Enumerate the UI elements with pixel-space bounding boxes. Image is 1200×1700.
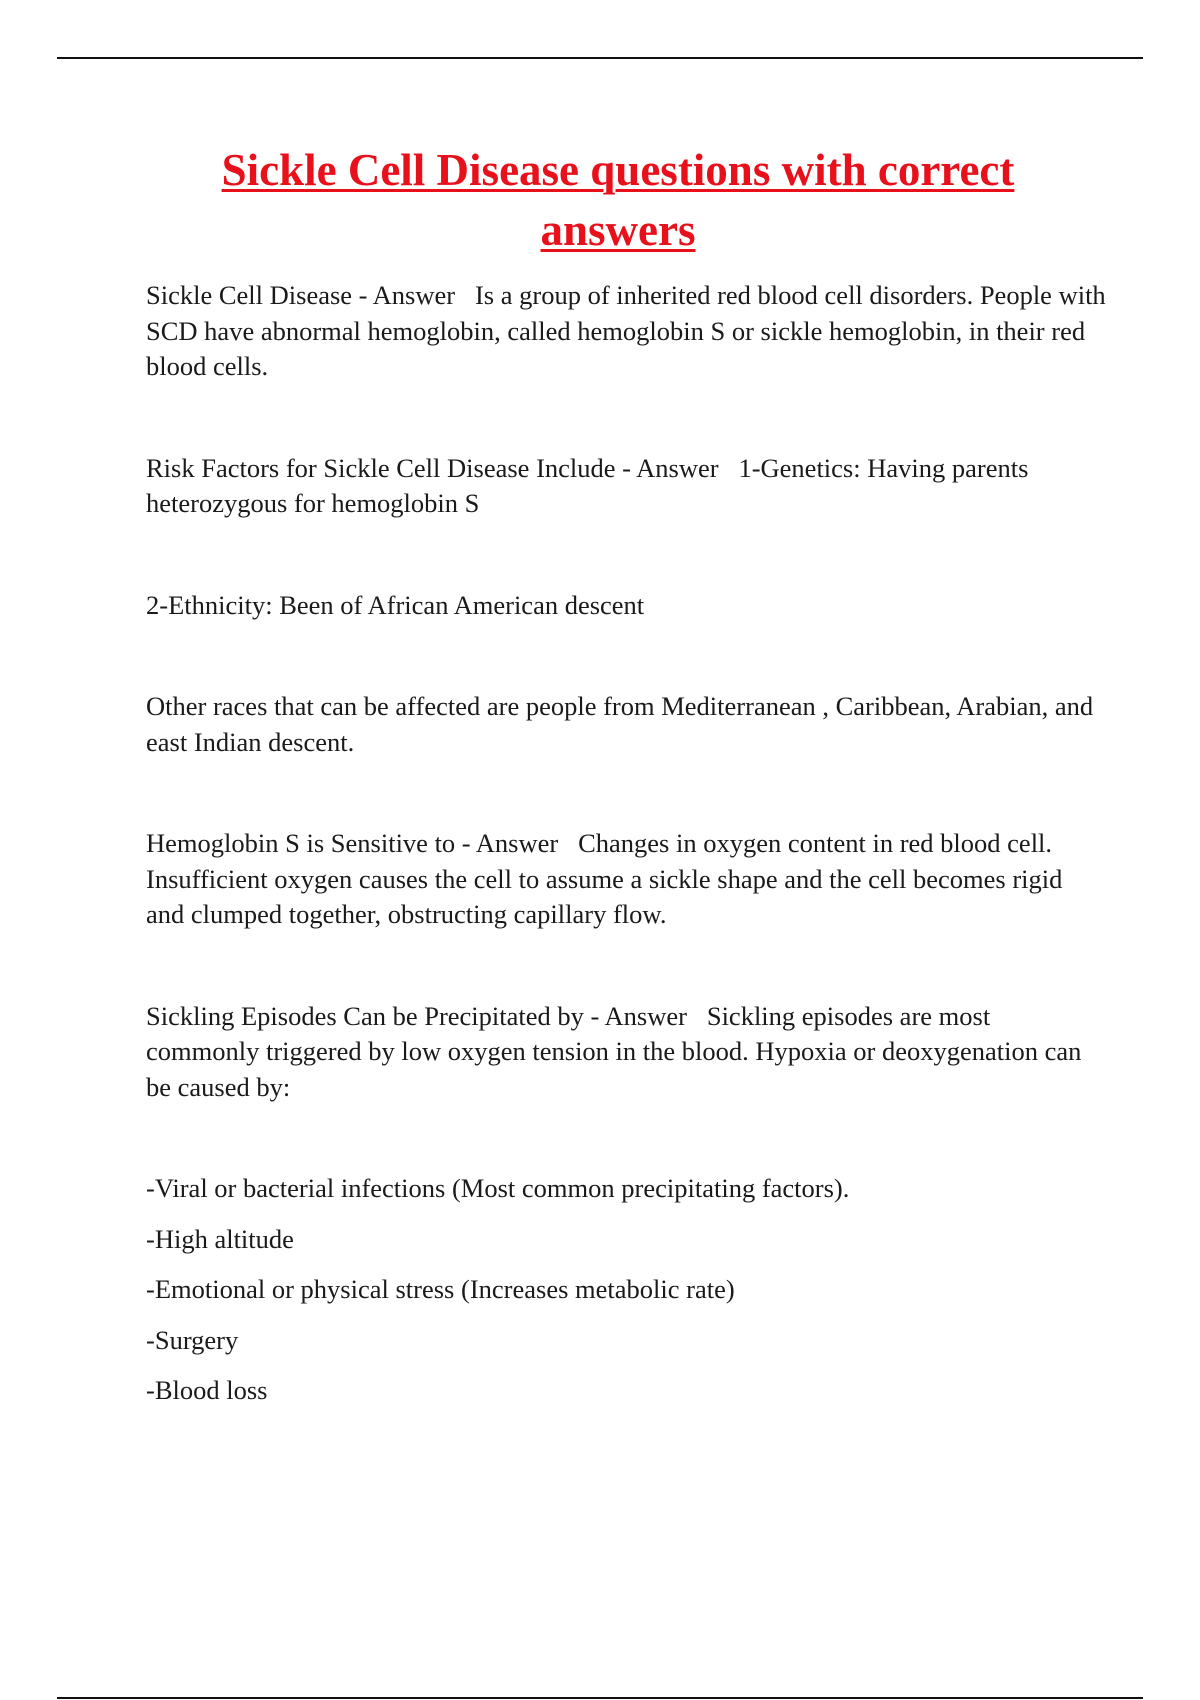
question-text: Risk Factors for Sickle Cell Disease Include - Answer [146, 452, 719, 483]
answer-text: 1-Genetics: Having parents heterozygous for hemoglobin S [146, 452, 1029, 518]
answer-text: Sickling episodes are most commonly triggered by low oxygen tension in the blood. Hypoxia or deoxygenation can be caused by: [146, 1000, 1082, 1102]
list-item: -Emotional or physical stress (Increases metabolic rate) [146, 1274, 735, 1304]
question-text: Sickle Cell Disease - Answer [146, 280, 456, 310]
question-text: Sickling Episodes Can be Precipitated by - Answer [146, 1000, 687, 1031]
other-races-paragraph: Other races that can be affected are people from Mediterranean , Caribbean, Arabian, and east Indian descent. [146, 691, 1094, 757]
header-rule [57, 57, 1143, 59]
qa-sickling-episodes [146, 999, 1106, 1106]
list-item: -Viral or bacterial infections (Most common precipitating factors). [146, 1173, 850, 1203]
footer-rule [57, 1697, 1143, 1699]
document-title: Sickle Cell Disease questions with correct answers [221, 145, 1015, 255]
list-item: -Blood loss [146, 1375, 268, 1405]
list-item: -Surgery [146, 1324, 239, 1355]
qa-risk-factors [146, 451, 1106, 522]
document-body [146, 278, 1106, 1409]
question-text: Hemoglobin S is Sensitive to - Answer [146, 828, 559, 858]
qa-hemoglobin-s [146, 826, 1106, 933]
answer-text: Changes in oxygen content in red blood cell. Insufficient oxygen causes the cell to assume a sickle shape and the cell becomes rigid and clumped together, obstructing capillary flow. [146, 828, 1063, 929]
answer-text: Is a group of inherited red blood cell disorders. People with SCD have abnormal hemoglobin, called hemoglobin S or sickle hemoglobin, in their red blood cells. [146, 280, 1106, 381]
list-item: -High altitude [146, 1223, 294, 1254]
qa-sickle-cell-disease [146, 278, 1106, 385]
risk-factor-ethnicity: 2-Ethnicity: Been of African American descent [146, 589, 645, 620]
